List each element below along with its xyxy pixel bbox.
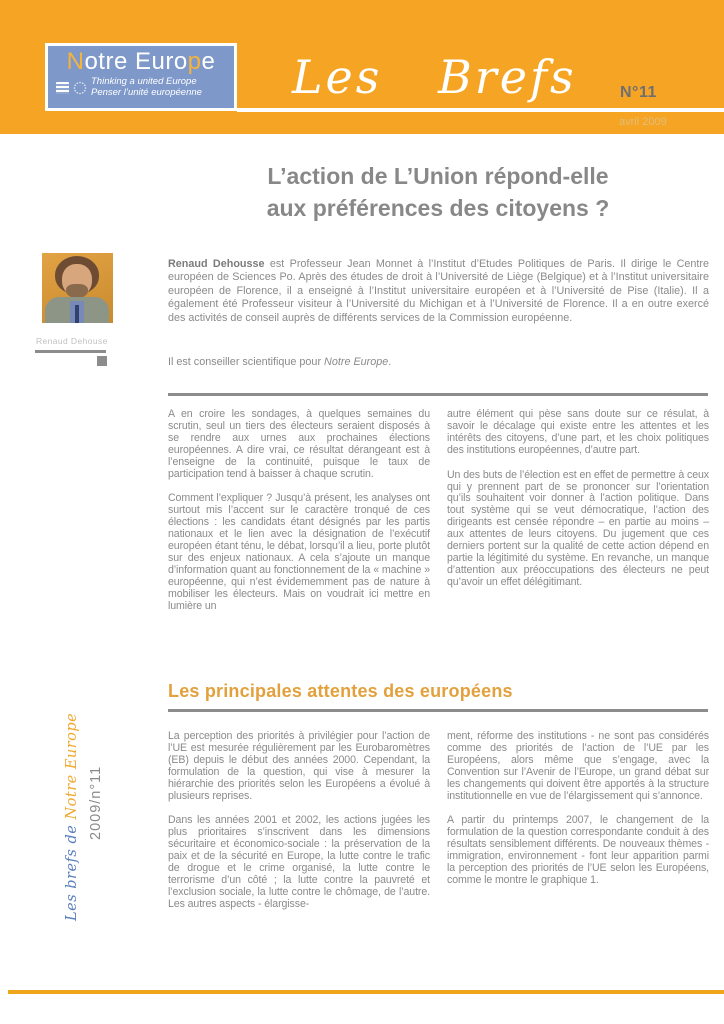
logo-title-end: e (201, 48, 216, 75)
section-right-paragraph-2: A partir du printemps 2007, le changement de la formulation de la question correspondante conduit à des résultats sensiblement différents. De nouveaux thèmes - immigration, environnement - font leur apparition parmi la perception des priorités de l’UE selon les Européens, comme le montre le graphique 1. (447, 814, 709, 886)
author-role-prefix: Il est conseiller scientifique pour (168, 356, 325, 368)
intro-column-right (447, 409, 709, 626)
vertical-script-orange: Notre Europe (64, 712, 80, 820)
article-title (168, 160, 708, 224)
photo-corner-square (97, 356, 107, 366)
section-column-left (168, 731, 430, 924)
logo-taglines (91, 77, 202, 98)
author-bio-name: Renaud Dehousse (168, 258, 265, 270)
header-divider-line (237, 108, 724, 112)
intro-left-paragraph-1: A en croire les sondages, à quelques semaines du scrutin, seul un tiers des électeurs seraient disposés à se rendre aux urnes aux prochaines élections européennes. A dire vrai, ce résultat dérangeant est à l’enseigne de la continuité, puisque le taux de participation tend à baisser à chaque scrutin. (168, 408, 430, 480)
section-left-paragraph-1: La perception des priorités à privilégier pour l’action de l’UE est mesurée régulièrement par les Eurobaromètres (EB) depuis le début des années 2000. Cependant, la formulation de la question, qui vise à mesurer la hiérarchie des priorités selon les Européens a évolué à plusieurs reprises. (168, 730, 430, 802)
author-photo (42, 253, 113, 323)
author-bio (168, 258, 709, 325)
intro-right-paragraph-2: Un des buts de l’élection est en effet de permettre à ceux qui y prennent part de se prononcer sur l’orientation qu’ils souhaitent voir donner à l’action politique. Dans tout système qui se veut démocratique, l’action des dirigeants est censée répondre – en partie au moins – aux attentes de leurs citoyens. Du jugement que ces derniers portent sur la qualité de cette action dépend en partie la légitimité du système. En revanche, un manque d’attention aux préoccupations des électeurs ne peut qu’avoir un effet délégitimant. (447, 468, 709, 588)
eu-stars-icon (73, 81, 87, 95)
issue-number: N°11 (620, 84, 657, 101)
notre-europe-logo (45, 43, 237, 111)
logo-tagline-en: Thinking a united Europe (91, 76, 197, 87)
author-role-suffix: . (388, 356, 392, 368)
author-role-line (168, 356, 709, 369)
footer-rule (8, 990, 724, 994)
vertical-issue-label: 2009/n°11 (88, 765, 104, 840)
logo-title-mid: otre Euro (84, 48, 188, 75)
vertical-brand-script (64, 713, 80, 921)
intro-columns (168, 409, 709, 626)
section-right-paragraph-1: ment, réforme des institutions - ne sont pas considérés comme des priorités de l’action de l’UE par les Européens, alors même que s’engage, avec la Convention sur l’Avenir de l’Europe, un grand débat sur les changements qui doivent être apportés à la structure institutionnelle en vue de l’élargissement qui s’annonce. (447, 730, 709, 802)
section-left-paragraph-2: Dans les années 2001 et 2002, les actions jugées les plus prioritaires s’inscrivent dans les dimensions sécuritaire et économico-sociale : la préservation de la paix et de la sécurité en Europe, la lutte contre le trafic de drogue et le crime organisé, la lutte contre le terrorisme d’un côté ; la lutte contre la pauvreté et l’exclusion sociale, la lutte contre le chômage, de l’autre. Les autres aspects - élargisse- (168, 814, 430, 910)
article-title-line2: aux préférences des citoyens ? (266, 195, 610, 221)
author-photo-caption: Renaud Dehouse (36, 336, 108, 346)
intro-left-paragraph-2: Comment l’expliquer ? Jusqu’à présent, les analyses ont surtout mis l’accent sur le caractère tronqué de ces élections : les candidats étant désignés par les partis nationaux et le lien avec la désignation de l’exécutif européen étant ténu, le débat, lorsqu’il a lieu, porte plutôt sur des enjeux nationaux. A cela s’ajoute un manque d’information quant au fonctionnement de la « machine » européenne, qui n’est évidememment pas de nature à mobiliser les électeurs. Mais on voudrait ici mettre en lumière un (168, 492, 430, 612)
les-brefs-script-title: Les Brefs (292, 50, 577, 104)
author-bio-text: est Professeur Jean Monnet à l’Institut d’Etudes Politiques de Paris. Il dirige le Centre européen de Sciences Po. Après des études de droit à l’Université de Liège (Belgique) et à l’Institut universitaire européen de Florence, il a enseigné à l’Institut universitaire européen et à l’Université de Pise (Italie). Il a également été Professeur visiteur à l’Université du Michigan et à l’Université de Florence. Il a en outre exercé des activités de conseil auprès de différents services de la Commission européenne. (168, 258, 709, 324)
photo-tie-shape (75, 305, 79, 323)
intro-column-left (168, 409, 430, 626)
logo-title (48, 49, 234, 75)
content-divider-rule-2 (168, 709, 708, 712)
intro-right-paragraph-1: autre élément qui pèse sans doute sur ce résulat, à savoir le décalage qui existe entre les attentes et les intérêts des citoyens, d’une part, et les choix politiques des institutions européennes, d’autre part. (447, 408, 709, 456)
logo-title-accent-n: N (66, 48, 85, 75)
photo-beard-shape (66, 284, 88, 298)
book-icon (56, 82, 69, 94)
section-heading: Les principales attentes des européens (168, 681, 513, 701)
logo-title-accent-p: p (187, 48, 202, 75)
vertical-script-blue: Les brefs de (64, 819, 80, 921)
photo-divider-rule (35, 350, 106, 353)
section-column-right (447, 731, 709, 924)
content-divider-rule-1 (168, 393, 708, 396)
section-columns (168, 731, 709, 924)
header-banner (0, 0, 724, 134)
article-title-line1: L’action de L’Union répond-elle (267, 163, 609, 189)
logo-tagline-fr: Penser l’unité européenne (91, 86, 202, 98)
logo-tagline-row (56, 77, 234, 98)
issue-date: avril 2009 (619, 116, 667, 128)
author-role-org: Notre Europe (324, 356, 389, 368)
